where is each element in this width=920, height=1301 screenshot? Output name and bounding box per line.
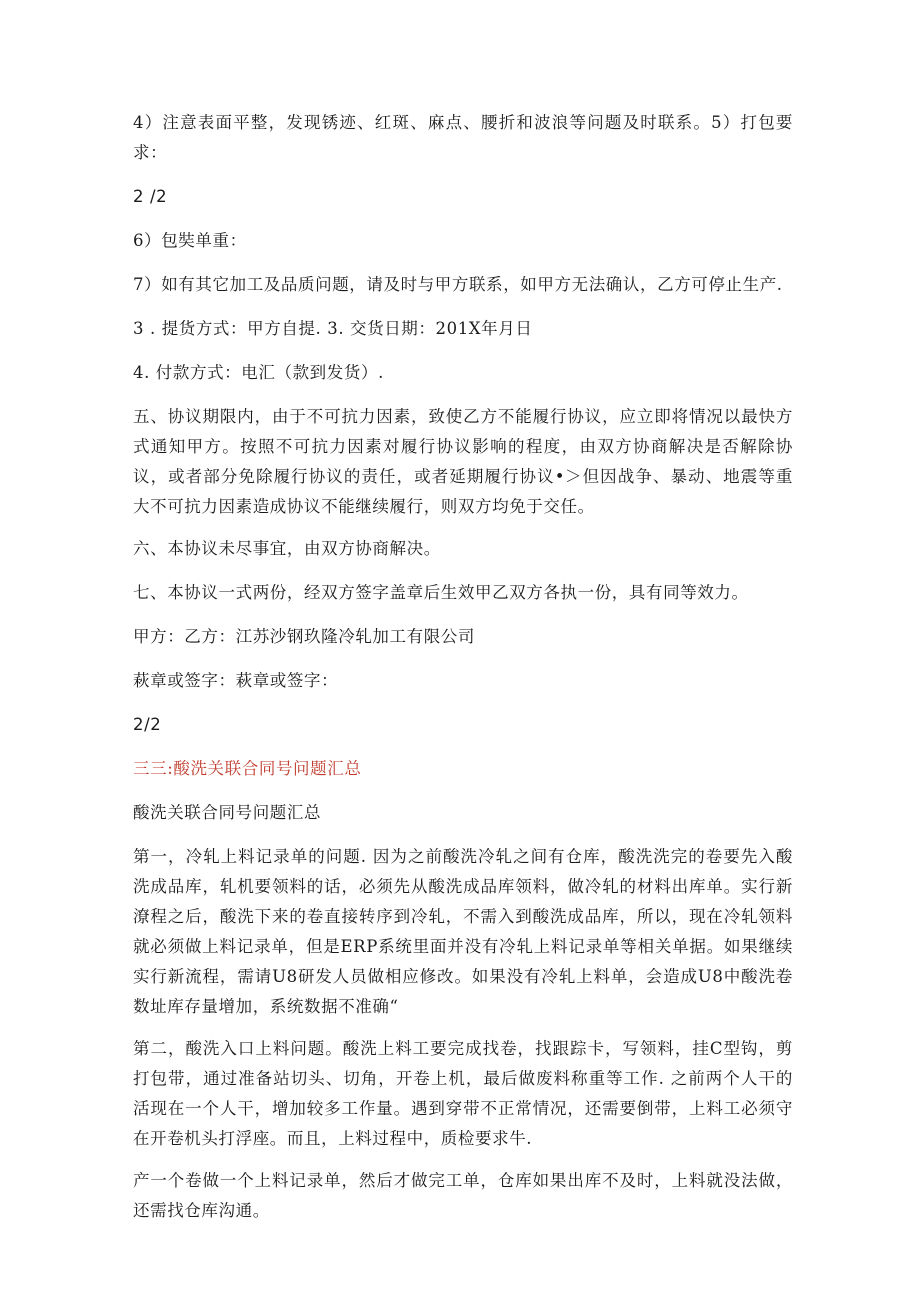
document-body bbox=[133, 108, 793, 1238]
paragraph-delivery-method: 3 . 提货方式：甲方自提. 3. 交货日期：201X年月日 bbox=[133, 319, 533, 338]
paragraph-inspection-requirements: 4）注意表面平整，发现锈迹、红斑、麻点、腰折和波浪等问题及时联系。5）打包要求： bbox=[133, 113, 793, 162]
section-subtitle: 酸洗关联合同号问题汇总 bbox=[133, 803, 322, 822]
paragraph-unresolved-matters: 六、本协议未尽事宜，由双方协商解决。 bbox=[133, 539, 441, 558]
paragraph-copies: 七、本协议一式两份，经双方签字盖章后生效甲乙双方各执一份，具有同等效力。 bbox=[133, 583, 749, 602]
section-heading: 三三:酸洗关联合同号问题汇总 bbox=[133, 759, 362, 778]
page-number: 2/2 bbox=[133, 715, 162, 734]
paragraph-issue-two-continued: 产一个卷做一个上料记录单，然后才做完工单，仓库如果出库不及时，上料就没法做，还需找仓库沟通。 bbox=[133, 1171, 793, 1220]
page-number: 2 /2 bbox=[133, 187, 168, 206]
paragraph-signatures: 萩章或签字：萩章或签字： bbox=[133, 671, 339, 690]
paragraph-payment-method: 4. 付款方式：电汇（款到发货）. bbox=[133, 363, 384, 382]
paragraph-package-weight: 6）包奘单重： bbox=[133, 231, 247, 250]
paragraph-parties: 甲方：乙方：江苏沙钢玖隆冷轧加工有限公司 bbox=[133, 627, 475, 646]
paragraph-issue-two: 第二，酸洗入口上料问题。酸洗上料工要完成找卷，找跟踪卡，写领料，挂C型钩，剪打包带，通过准备站切头、切角，开卷上机，最后做废料称重等工作. 之前两个人干的活现在一个人干，增加较多工作量。遇到穿带不正常情况，还需要倒带，上料工必须守在开卷机头打浮座。而且，上料过程中，质检要求牛. bbox=[133, 1039, 793, 1148]
paragraph-force-majeure: 五、协议期限内，由于不可抗力因素，致使乙方不能履行协议，应立即将情况以最快方式通知甲方。按照不可抗力因素对履行协议影响的程度，由双方协商解决是否解除协议，或者部分免除履行协议的责任，或者延期履行协议•＞但因战争、暴动、地震等重大不可抗力因素造成协议不能继续履行，则双方均免于交任。 bbox=[133, 407, 793, 516]
paragraph-issue-one: 第一，冷轧上料记录单的问题. 因为之前酸洗冷轧之间有仓库，酸洗洗完的卷要先入酸洗成品库，轧机要领料的话，必须先从酸洗成品库领料，做冷轧的材料出库单。实行新潦程之后，酸洗下来的卷直接转序到冷轧，不需入到酸洗成品库，所以，现在冷轧领料就必须做上料记录单，但是ERP系统里面并没有冷轧上料记录单等相关单据。如果继续实行新流程，需请U8研发人员做相应修改。如果没有冷轧上料单，会造成U8中酸洗卷数址库存量增加，系统数据不准确“ bbox=[133, 847, 793, 1016]
paragraph-quality-issues: 7）如有其它加工及品质问题，请及时与甲方联系，如甲方无法确认，乙方可停止生产. bbox=[133, 275, 783, 294]
